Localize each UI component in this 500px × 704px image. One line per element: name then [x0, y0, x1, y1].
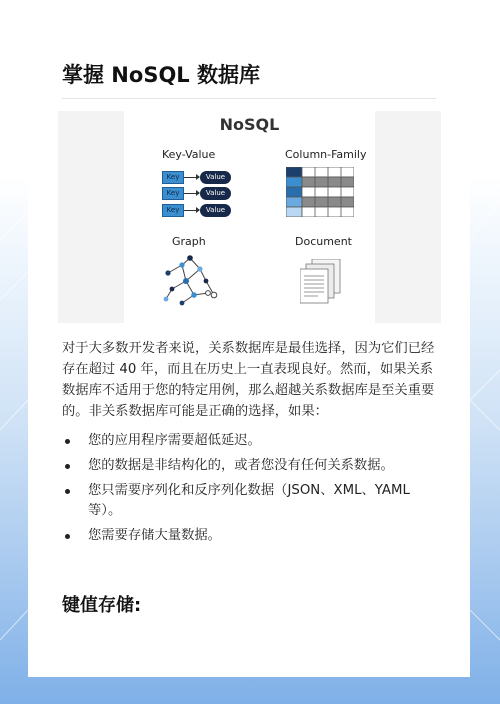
list-item: [62, 456, 442, 476]
list-item-text: 您需要存储大量数据。: [88, 528, 221, 543]
article-card: [28, 37, 470, 677]
bullet-icon: [65, 439, 70, 444]
kv-key: Key: [162, 204, 184, 217]
arrow-icon: [184, 210, 199, 211]
list-item: [62, 526, 442, 546]
nosql-diagram: [124, 111, 375, 323]
kv-pair: [162, 171, 232, 185]
bullet-icon: [65, 464, 70, 469]
kv-pair: [162, 187, 232, 201]
section-heading: 键值存储:: [62, 595, 142, 616]
criteria-list: [62, 431, 442, 551]
list-item-text: 您只需要序列化和反序列化数据（JSON、XML、YAML 等）。: [88, 483, 410, 518]
bullet-icon: [65, 534, 70, 539]
key-value-label: Key-Value: [162, 148, 216, 161]
title-divider: [62, 98, 436, 99]
document-label: Document: [295, 235, 352, 248]
list-item-text: 您的应用程序需要超低延迟。: [88, 433, 261, 448]
kv-pair: [162, 204, 232, 218]
key-value-icon: [162, 167, 232, 223]
figure-title: NoSQL: [219, 115, 280, 134]
list-item: [62, 481, 442, 521]
kv-value: Value: [200, 187, 231, 200]
arrow-icon: [184, 193, 199, 194]
bullet-icon: [65, 489, 70, 494]
kv-value: Value: [200, 204, 231, 217]
kv-key: Key: [162, 187, 184, 200]
graph-label: Graph: [172, 235, 206, 248]
intro-paragraph: 对于大多数开发者来说，关系数据库是最佳选择，因为它们已经存在超过 40 年，而且在历史上一直表现良好。然而，如果关系数据库不适用于您的特定用例，那么超越关系数据库是至关重要的。非关系数据库可能是正确的选择，如果：: [62, 341, 435, 419]
kv-value: Value: [200, 171, 231, 184]
column-family-label: Column-Family: [285, 148, 367, 161]
kv-key: Key: [162, 171, 184, 184]
list-item-text: 您的数据是非结构化的，或者您没有任何关系数据。: [88, 458, 394, 473]
graph-icon: [160, 255, 220, 307]
page-title: 掌握 NoSQL 数据库: [62, 63, 260, 87]
column-family-icon: [286, 167, 354, 217]
document-icon: [300, 259, 344, 305]
list-item: [62, 431, 442, 451]
arrow-icon: [184, 177, 199, 178]
nosql-figure: [58, 111, 441, 323]
